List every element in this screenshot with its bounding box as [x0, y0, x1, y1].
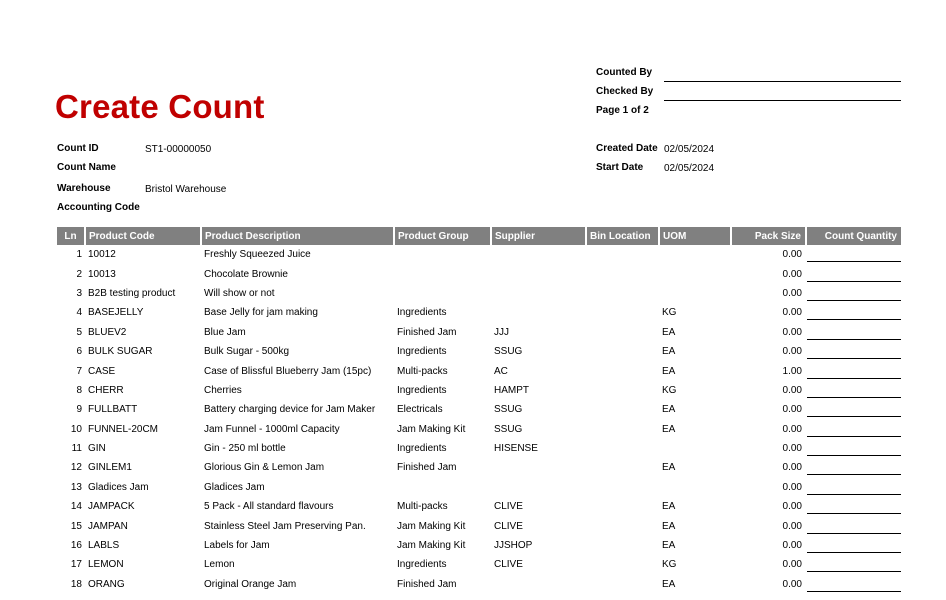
count-quantity-line [807, 580, 901, 592]
cell-ln: 14 [70, 501, 82, 513]
accounting-code-label: Accounting Code [57, 202, 140, 213]
cell-supplier [491, 264, 586, 283]
cell-count-quantity [806, 536, 901, 555]
cell-product-description: Freshly Squeezed Juice [204, 249, 311, 261]
cell-bin-location [586, 323, 659, 342]
cell-count-quantity [806, 497, 901, 516]
column-header-ln: Ln [57, 227, 85, 245]
cell-uom: EA [662, 501, 676, 513]
cell-uom: EA [662, 404, 676, 416]
cell-supplier: SSUG [494, 404, 523, 416]
table-row [57, 245, 901, 264]
count-id-value: ST1-00000050 [145, 144, 212, 155]
cell-ln: 5 [76, 326, 82, 338]
table-row [57, 536, 901, 555]
cell-product-code: ORANG [88, 578, 125, 590]
warehouse-label: Warehouse [57, 183, 111, 194]
table-row [57, 381, 901, 400]
cell-product-description: Base Jelly for jam making [204, 307, 318, 319]
table-row [57, 555, 901, 574]
cell-count-quantity [806, 400, 901, 419]
count-quantity-line [807, 425, 901, 437]
cell-product-code: 10013 [88, 268, 116, 280]
count-quantity-line [807, 502, 901, 514]
cell-bin-location [586, 536, 659, 555]
cell-product-description: Battery charging device for Jam Maker [204, 404, 376, 416]
cell-count-quantity [806, 361, 901, 380]
cell-pack-size: 1.00 [782, 365, 802, 377]
count-quantity-line [807, 483, 901, 495]
cell-count-quantity [806, 458, 901, 477]
cell-pack-size: 0.00 [782, 578, 802, 590]
column-header-uom: UOM [659, 227, 731, 245]
cell-product-code: FULLBATT [88, 404, 138, 416]
cell-product-code: JAMPACK [88, 501, 135, 513]
cell-ln: 7 [76, 365, 82, 377]
cell-uom: EA [662, 540, 676, 552]
cell-product-description: Chocolate Brownie [204, 268, 288, 280]
cell-uom: EA [662, 578, 676, 590]
count-quantity-line [807, 308, 901, 320]
cell-product-code: JAMPAN [88, 520, 128, 532]
table-header-row [57, 227, 901, 245]
cell-supplier: SSUG [494, 346, 523, 358]
cell-product-description: Gladices Jam [204, 481, 265, 493]
cell-count-quantity [806, 555, 901, 574]
cell-product-group: Ingredients [397, 443, 447, 455]
column-header-product-code: Product Code [85, 227, 201, 245]
cell-product-code: GINLEM1 [88, 462, 132, 474]
cell-bin-location [586, 458, 659, 477]
cell-product-group: Ingredients [397, 559, 447, 571]
cell-ln: 18 [70, 578, 82, 590]
cell-count-quantity [806, 245, 901, 264]
cell-pack-size: 0.00 [782, 423, 802, 435]
cell-supplier [491, 575, 586, 594]
cell-product-code: CHERR [88, 384, 124, 396]
cell-bin-location [586, 400, 659, 419]
count-quantity-line [807, 328, 901, 340]
cell-supplier: CLIVE [494, 501, 523, 513]
count-quantity-line [807, 367, 901, 379]
cell-bin-location [586, 361, 659, 380]
cell-product-code: 10012 [88, 249, 116, 261]
cell-product-description: Bulk Sugar - 500kg [204, 346, 290, 358]
cell-uom: EA [662, 423, 676, 435]
cell-product-code: BASEJELLY [88, 307, 144, 319]
cell-uom: EA [662, 462, 676, 474]
count-quantity-line [807, 386, 901, 398]
cell-product-group: Ingredients [397, 346, 447, 358]
cell-uom: KG [662, 384, 677, 396]
cell-product-code: BULK SUGAR [88, 346, 153, 358]
column-header-pack-size: Pack Size [731, 227, 806, 245]
cell-product-group: Finished Jam [397, 326, 457, 338]
created-date-label: Created Date [596, 143, 658, 154]
cell-bin-location [586, 497, 659, 516]
table-row [57, 575, 901, 594]
cell-product-code: CASE [88, 365, 116, 377]
cell-pack-size: 0.00 [782, 307, 802, 319]
cell-supplier: CLIVE [494, 559, 523, 571]
cell-uom [659, 284, 731, 303]
count-quantity-line [807, 289, 901, 301]
cell-bin-location [586, 516, 659, 535]
cell-product-description: Jam Funnel - 1000ml Capacity [204, 423, 340, 435]
cell-uom: EA [662, 346, 676, 358]
cell-product-code: LEMON [88, 559, 124, 571]
cell-count-quantity [806, 516, 901, 535]
cell-uom [659, 245, 731, 264]
cell-product-code: B2B testing product [88, 287, 176, 299]
cell-product-description: Will show or not [204, 287, 275, 299]
cell-bin-location [586, 439, 659, 458]
cell-pack-size: 0.00 [782, 501, 802, 513]
warehouse-value: Bristol Warehouse [145, 184, 227, 195]
cell-product-code: GIN [88, 443, 106, 455]
cell-count-quantity [806, 420, 901, 439]
cell-ln: 6 [76, 346, 82, 358]
checked-by-line [664, 100, 901, 101]
cell-product-description: Gin - 250 ml bottle [204, 443, 286, 455]
table-row [57, 303, 901, 322]
page-indicator: Page 1 of 2 [596, 105, 649, 116]
cell-ln: 8 [76, 384, 82, 396]
cell-product-group: Ingredients [397, 307, 447, 319]
cell-ln: 13 [70, 481, 82, 493]
column-header-count-quantity: Count Quantity [806, 227, 901, 245]
cell-pack-size: 0.00 [782, 540, 802, 552]
cell-uom [659, 478, 731, 497]
cell-count-quantity [806, 342, 901, 361]
count-quantity-line [807, 560, 901, 572]
cell-product-description: Original Orange Jam [204, 578, 297, 590]
cell-ln: 17 [70, 559, 82, 571]
cell-count-quantity [806, 264, 901, 283]
cell-count-quantity [806, 323, 901, 342]
cell-pack-size: 0.00 [782, 443, 802, 455]
cell-bin-location [586, 303, 659, 322]
cell-uom: KG [662, 559, 677, 571]
cell-pack-size: 0.00 [782, 287, 802, 299]
cell-count-quantity [806, 575, 901, 594]
count-table [57, 227, 901, 594]
cell-product-code: FUNNEL-20CM [88, 423, 159, 435]
created-date-value: 02/05/2024 [664, 144, 715, 155]
page-title: Create Count [55, 88, 265, 125]
cell-bin-location [586, 575, 659, 594]
cell-supplier [491, 303, 586, 322]
count-quantity-line [807, 270, 901, 282]
table-row [57, 439, 901, 458]
cell-pack-size: 0.00 [782, 462, 802, 474]
cell-uom: EA [662, 326, 676, 338]
cell-product-group: Finished Jam [397, 462, 457, 474]
cell-bin-location [586, 420, 659, 439]
cell-ln: 4 [76, 307, 82, 319]
table-row [57, 516, 901, 535]
cell-count-quantity [806, 439, 901, 458]
cell-product-code: LABLS [88, 540, 120, 552]
column-header-product-description: Product Description [201, 227, 394, 245]
table-row [57, 458, 901, 477]
table-row [57, 264, 901, 283]
cell-pack-size: 0.00 [782, 481, 802, 493]
cell-bin-location [586, 478, 659, 497]
cell-product-description: Blue Jam [204, 326, 246, 338]
table-row [57, 478, 901, 497]
count-quantity-line [807, 541, 901, 553]
checked-by-label: Checked By [596, 86, 654, 97]
cell-product-description: Labels for Jam [204, 540, 270, 552]
cell-supplier: SSUG [494, 423, 523, 435]
cell-pack-size: 0.00 [782, 404, 802, 416]
cell-supplier [491, 458, 586, 477]
cell-supplier [491, 478, 586, 497]
table-row [57, 342, 901, 361]
cell-product-group: Jam Making Kit [397, 520, 466, 532]
cell-uom [659, 264, 731, 283]
cell-ln: 11 [71, 443, 82, 455]
count-id-label: Count ID [57, 143, 99, 154]
cell-product-group: Ingredients [397, 384, 447, 396]
table-row [57, 284, 901, 303]
counted-by-label: Counted By [596, 67, 653, 78]
cell-pack-size: 0.00 [782, 249, 802, 261]
cell-bin-location [586, 381, 659, 400]
table-row [57, 323, 901, 342]
cell-count-quantity [806, 478, 901, 497]
count-quantity-line [807, 250, 901, 262]
start-date-value: 02/05/2024 [664, 163, 715, 174]
cell-uom [659, 439, 731, 458]
count-quantity-line [807, 522, 901, 534]
cell-product-group: Multi-packs [397, 365, 448, 377]
cell-count-quantity [806, 381, 901, 400]
cell-bin-location [586, 284, 659, 303]
cell-product-description: Case of Blissful Blueberry Jam (15pc) [204, 365, 372, 377]
cell-product-group [394, 245, 491, 264]
cell-bin-location [586, 245, 659, 264]
cell-product-description: Cherries [204, 384, 242, 396]
cell-product-group [394, 284, 491, 303]
cell-pack-size: 0.00 [782, 520, 802, 532]
cell-product-description: Glorious Gin & Lemon Jam [204, 462, 325, 474]
cell-product-group: Jam Making Kit [397, 540, 466, 552]
column-header-bin-location: Bin Location [586, 227, 659, 245]
cell-pack-size: 0.00 [782, 346, 802, 358]
cell-supplier: HISENSE [494, 443, 538, 455]
cell-uom: EA [662, 520, 676, 532]
cell-product-group: Finished Jam [397, 578, 457, 590]
cell-ln: 2 [76, 268, 82, 280]
cell-ln: 15 [70, 520, 82, 532]
cell-supplier: AC [494, 365, 508, 377]
cell-supplier: CLIVE [494, 520, 523, 532]
cell-product-description: Lemon [204, 559, 235, 571]
cell-bin-location [586, 264, 659, 283]
cell-supplier: HAMPT [494, 384, 529, 396]
cell-bin-location [586, 555, 659, 574]
cell-product-description: 5 Pack - All standard flavours [204, 501, 334, 513]
cell-product-group: Multi-packs [397, 501, 448, 513]
count-quantity-line [807, 444, 901, 456]
cell-pack-size: 0.00 [782, 559, 802, 571]
counted-by-line [664, 81, 901, 82]
cell-bin-location [586, 342, 659, 361]
cell-product-group [394, 478, 491, 497]
cell-supplier [491, 245, 586, 264]
cell-count-quantity [806, 284, 901, 303]
cell-ln: 3 [76, 287, 82, 299]
count-quantity-line [807, 347, 901, 359]
cell-product-group: Jam Making Kit [397, 423, 466, 435]
table-row [57, 497, 901, 516]
cell-product-group [394, 264, 491, 283]
column-header-supplier: Supplier [491, 227, 586, 245]
cell-supplier: JJSHOP [494, 540, 533, 552]
start-date-label: Start Date [596, 162, 644, 173]
table-row [57, 361, 901, 380]
count-quantity-line [807, 405, 901, 417]
cell-product-group: Electricals [397, 404, 443, 416]
cell-pack-size: 0.00 [782, 384, 802, 396]
table-row [57, 400, 901, 419]
column-header-product-group: Product Group [394, 227, 491, 245]
cell-ln: 12 [70, 462, 82, 474]
count-quantity-line [807, 463, 901, 475]
cell-product-code: BLUEV2 [88, 326, 127, 338]
cell-count-quantity [806, 303, 901, 322]
cell-supplier: JJJ [494, 326, 509, 338]
table-row [57, 420, 901, 439]
cell-product-code: Gladices Jam [88, 481, 149, 493]
cell-ln: 16 [70, 540, 82, 552]
cell-ln: 9 [76, 404, 82, 416]
cell-pack-size: 0.00 [782, 326, 802, 338]
count-name-label: Count Name [57, 162, 116, 173]
cell-ln: 10 [70, 423, 82, 435]
cell-uom: KG [662, 307, 677, 319]
cell-uom: EA [662, 365, 676, 377]
cell-ln: 1 [76, 249, 82, 261]
cell-product-description: Stainless Steel Jam Preserving Pan. [204, 520, 366, 532]
cell-supplier [491, 284, 586, 303]
cell-pack-size: 0.00 [782, 268, 802, 280]
